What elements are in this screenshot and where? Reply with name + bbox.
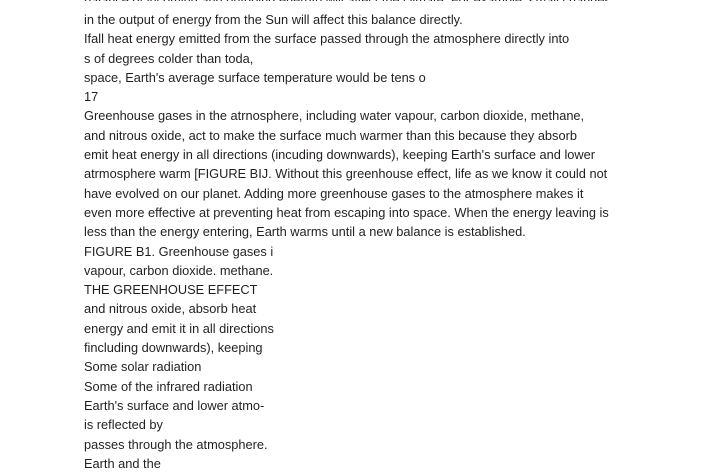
document-line: Ifall heat energy emitted from the surface passed through the atmosphere directly into xyxy=(84,31,570,47)
document-line: and nitrous oxide, absorb heat xyxy=(84,301,257,317)
document-line: energy and emit it in all directions xyxy=(84,320,274,336)
document-line: is reflected by xyxy=(84,417,163,433)
document-line: Earth's surface and lower atmo- xyxy=(84,397,265,413)
document-line: FIGURE B1. Greenhouse gases i xyxy=(84,243,274,259)
document-line: 17 xyxy=(84,89,99,105)
document-line: Some of the infrared radiation xyxy=(84,378,253,394)
document-line: in the output of energy from the Sun will affect this balance directly. xyxy=(84,12,463,27)
document-text-column xyxy=(84,0,644,473)
document-line: space, Earth's average surface temperature would be tens o xyxy=(84,69,426,85)
document-line: Some solar radiation xyxy=(84,359,202,375)
document-line: fincluding downwards), keeping xyxy=(84,340,263,356)
document-line: and nitrous oxide, act to make the surface much warmer than this because they absorb xyxy=(84,127,577,143)
document-line: have evolved on our planet. Adding more greenhouse gases to the atmosphere makes it xyxy=(84,185,584,201)
document-line: Earth and the xyxy=(84,455,161,471)
document-line: THE GREENHOUSE EFFECT xyxy=(84,282,258,298)
document-line: passes through the atmosphere. xyxy=(84,436,268,452)
document-line xyxy=(84,0,644,1)
document-line: Greenhouse gases in the atrnosphere, including water vapour, carbon dioxide, methane, xyxy=(84,108,585,124)
document-line: atrmosphere warm [FIGURE BIJ. Without this greenhouse effect, life as we know it could not xyxy=(84,166,608,182)
document-line: s of degrees colder than toda, xyxy=(84,50,254,66)
document-line: even more effective at preventing heat from escaping into space. When the energy leaving is xyxy=(84,204,609,220)
document-line: emit heat energy in all directions (incuding downwards), keeping Earth's surface and lower xyxy=(84,147,596,163)
document-line: vapour, carbon dioxide. methane. xyxy=(84,262,274,278)
document-line: less than the energy entering, Earth warms until a new balance is established. xyxy=(84,224,526,240)
